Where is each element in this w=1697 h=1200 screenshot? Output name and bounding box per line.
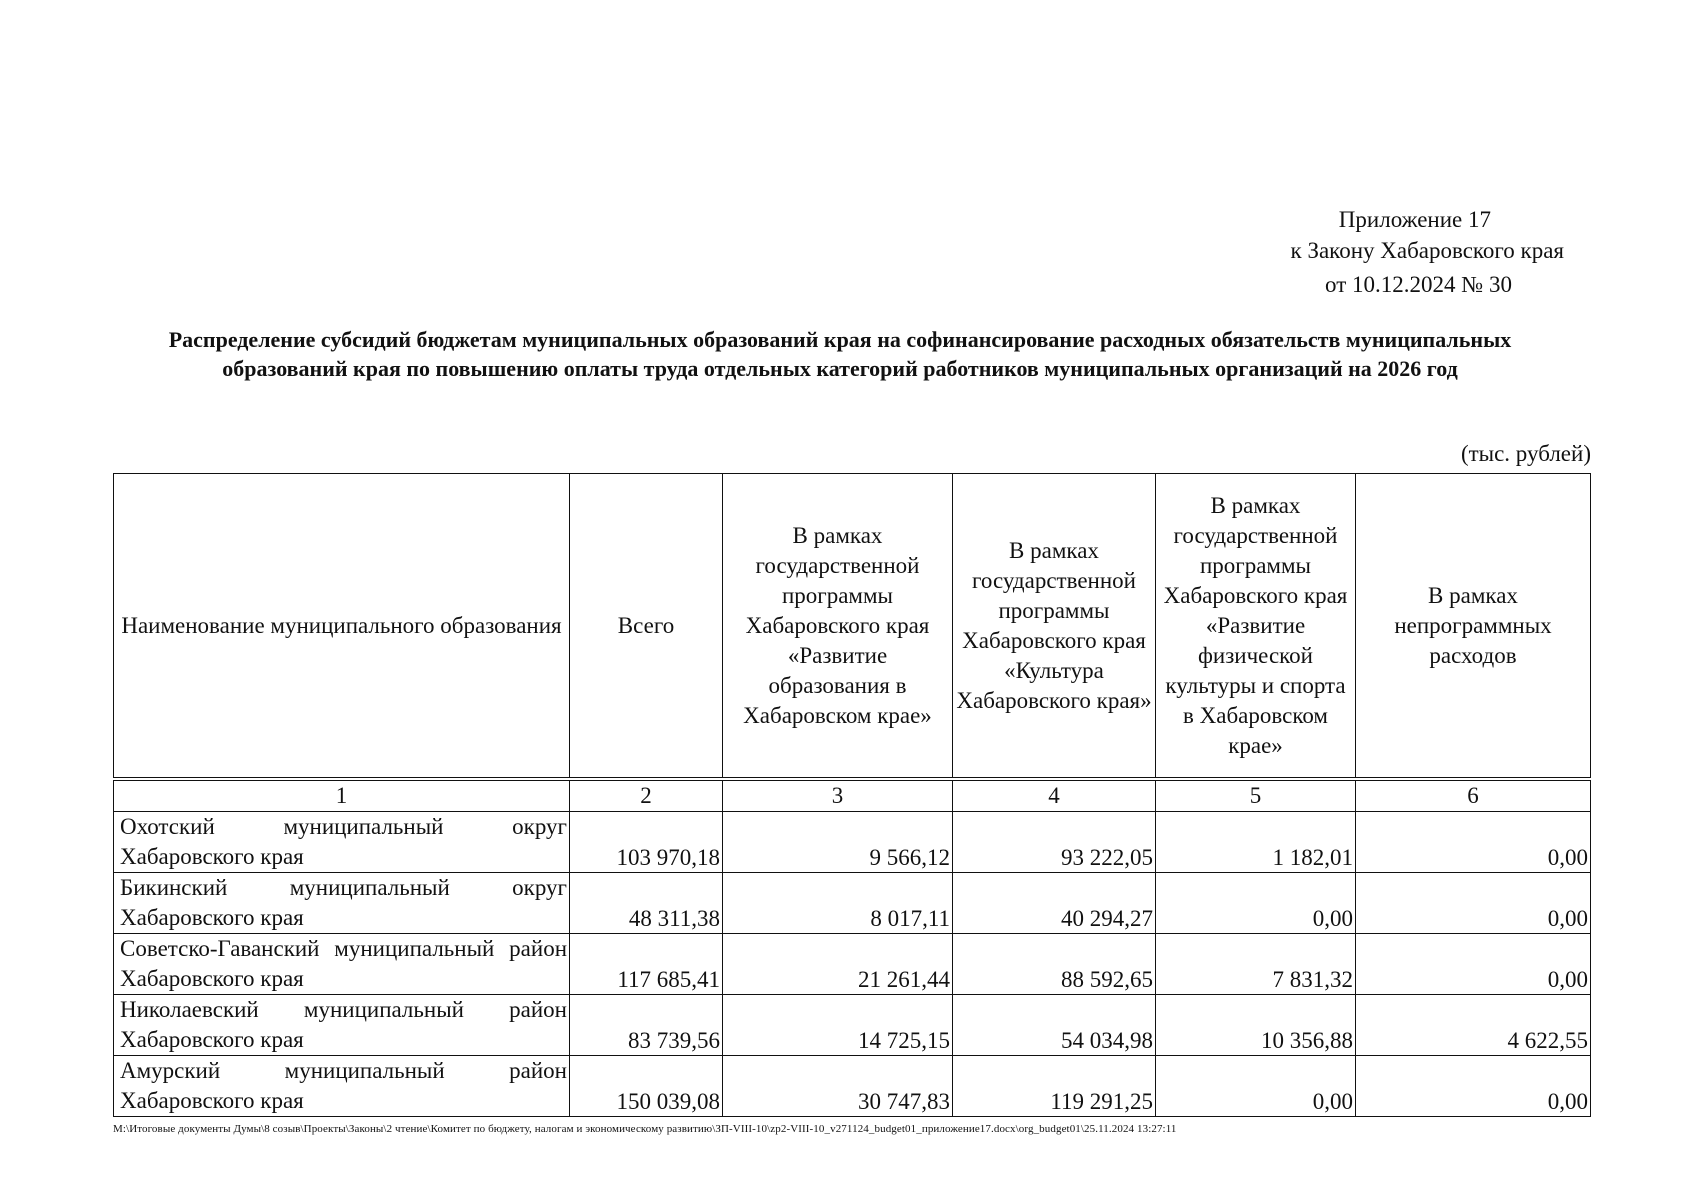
value-nonprogram: 0,00 — [1356, 1056, 1591, 1117]
col-header-culture: В рамках государственной программы Хабаровского края «Культура Хабаровского края» — [953, 474, 1156, 780]
value-education: 21 261,44 — [723, 934, 953, 995]
value-sport: 1 182,01 — [1156, 812, 1356, 873]
column-number: 6 — [1356, 779, 1591, 812]
col-header-sport: В рамках государственной программы Хабаровского края «Развитие физической культуры и спорта в Хабаровском крае» — [1156, 474, 1356, 780]
value-sport: 0,00 — [1156, 873, 1356, 934]
document-title: Распределение субсидий бюджетам муниципальных образований края на софинансирование расходных обязательств муниципальных образований края по повышению оплаты труда отдельных категорий работников муниципальных организаций на 2026 год — [168, 327, 1512, 381]
value-culture: 119 291,25 — [953, 1056, 1156, 1117]
value-nonprogram: 0,00 — [1356, 812, 1591, 873]
municipality-name: Амурский муниципальный район Хабаровского края — [114, 1056, 570, 1117]
value-nonprogram: 0,00 — [1356, 934, 1591, 995]
column-number: 4 — [953, 779, 1156, 812]
column-number: 3 — [723, 779, 953, 812]
value-culture: 40 294,27 — [953, 873, 1156, 934]
table-header-row — [114, 474, 1591, 780]
value-nonprogram: 4 622,55 — [1356, 995, 1591, 1056]
value-total: 150 039,08 — [570, 1056, 723, 1117]
municipality-name: Советско-Гаванский муниципальный район Хабаровского края — [114, 934, 570, 995]
table-row — [114, 1056, 1591, 1117]
table-row — [114, 812, 1591, 873]
value-sport: 7 831,32 — [1156, 934, 1356, 995]
column-number: 1 — [114, 779, 570, 812]
col-header-total: Всего — [570, 474, 723, 780]
subsidy-table — [113, 473, 1591, 1117]
col-header-nonprogram: В рамках непрограммных расходов — [1356, 474, 1591, 780]
table-row — [114, 995, 1591, 1056]
col-header-education: В рамках государственной программы Хабаровского края «Развитие образования в Хабаровском крае» — [723, 474, 953, 780]
file-path-footer: M:\Итоговые документы Думы\8 созыв\Проекты\Законы\2 чтение\Комитет по бюджету, налогам и экономическому развитию\ЗП-VIII-10\zp2-VIII-10_v271124_budget01_приложение17.docx\org_budget01\25.11.2024 13:27:11 — [113, 1123, 1177, 1135]
value-total: 103 970,18 — [570, 812, 723, 873]
appendix-number: Приложение 17 — [1338, 207, 1491, 232]
table-row — [114, 873, 1591, 934]
appendix-header — [1291, 204, 1564, 300]
value-total: 117 685,41 — [570, 934, 723, 995]
value-education: 30 747,83 — [723, 1056, 953, 1117]
value-culture: 54 034,98 — [953, 995, 1156, 1056]
value-nonprogram: 0,00 — [1356, 873, 1591, 934]
value-culture: 88 592,65 — [953, 934, 1156, 995]
value-education: 9 566,12 — [723, 812, 953, 873]
value-sport: 10 356,88 — [1156, 995, 1356, 1056]
units-label: (тыс. рублей) — [1460, 441, 1591, 466]
col-header-name: Наименование муниципального образования — [114, 474, 570, 780]
column-number: 2 — [570, 779, 723, 812]
municipality-name: Бикинский муниципальный округ Хабаровского края — [114, 873, 570, 934]
value-education: 14 725,15 — [723, 995, 953, 1056]
value-education: 8 017,11 — [723, 873, 953, 934]
column-number: 5 — [1156, 779, 1356, 812]
value-total: 48 311,38 — [570, 873, 723, 934]
appendix-date: от 10.12.2024 № 30 — [1325, 272, 1512, 297]
appendix-law: к Закону Хабаровского края — [1290, 238, 1564, 263]
municipality-name: Николаевский муниципальный район Хабаровского края — [114, 995, 570, 1056]
column-number-row — [114, 779, 1591, 812]
value-sport: 0,00 — [1156, 1056, 1356, 1117]
municipality-name: Охотский муниципальный округ Хабаровского края — [114, 812, 570, 873]
value-total: 83 739,56 — [570, 995, 723, 1056]
table-row — [114, 934, 1591, 995]
value-culture: 93 222,05 — [953, 812, 1156, 873]
